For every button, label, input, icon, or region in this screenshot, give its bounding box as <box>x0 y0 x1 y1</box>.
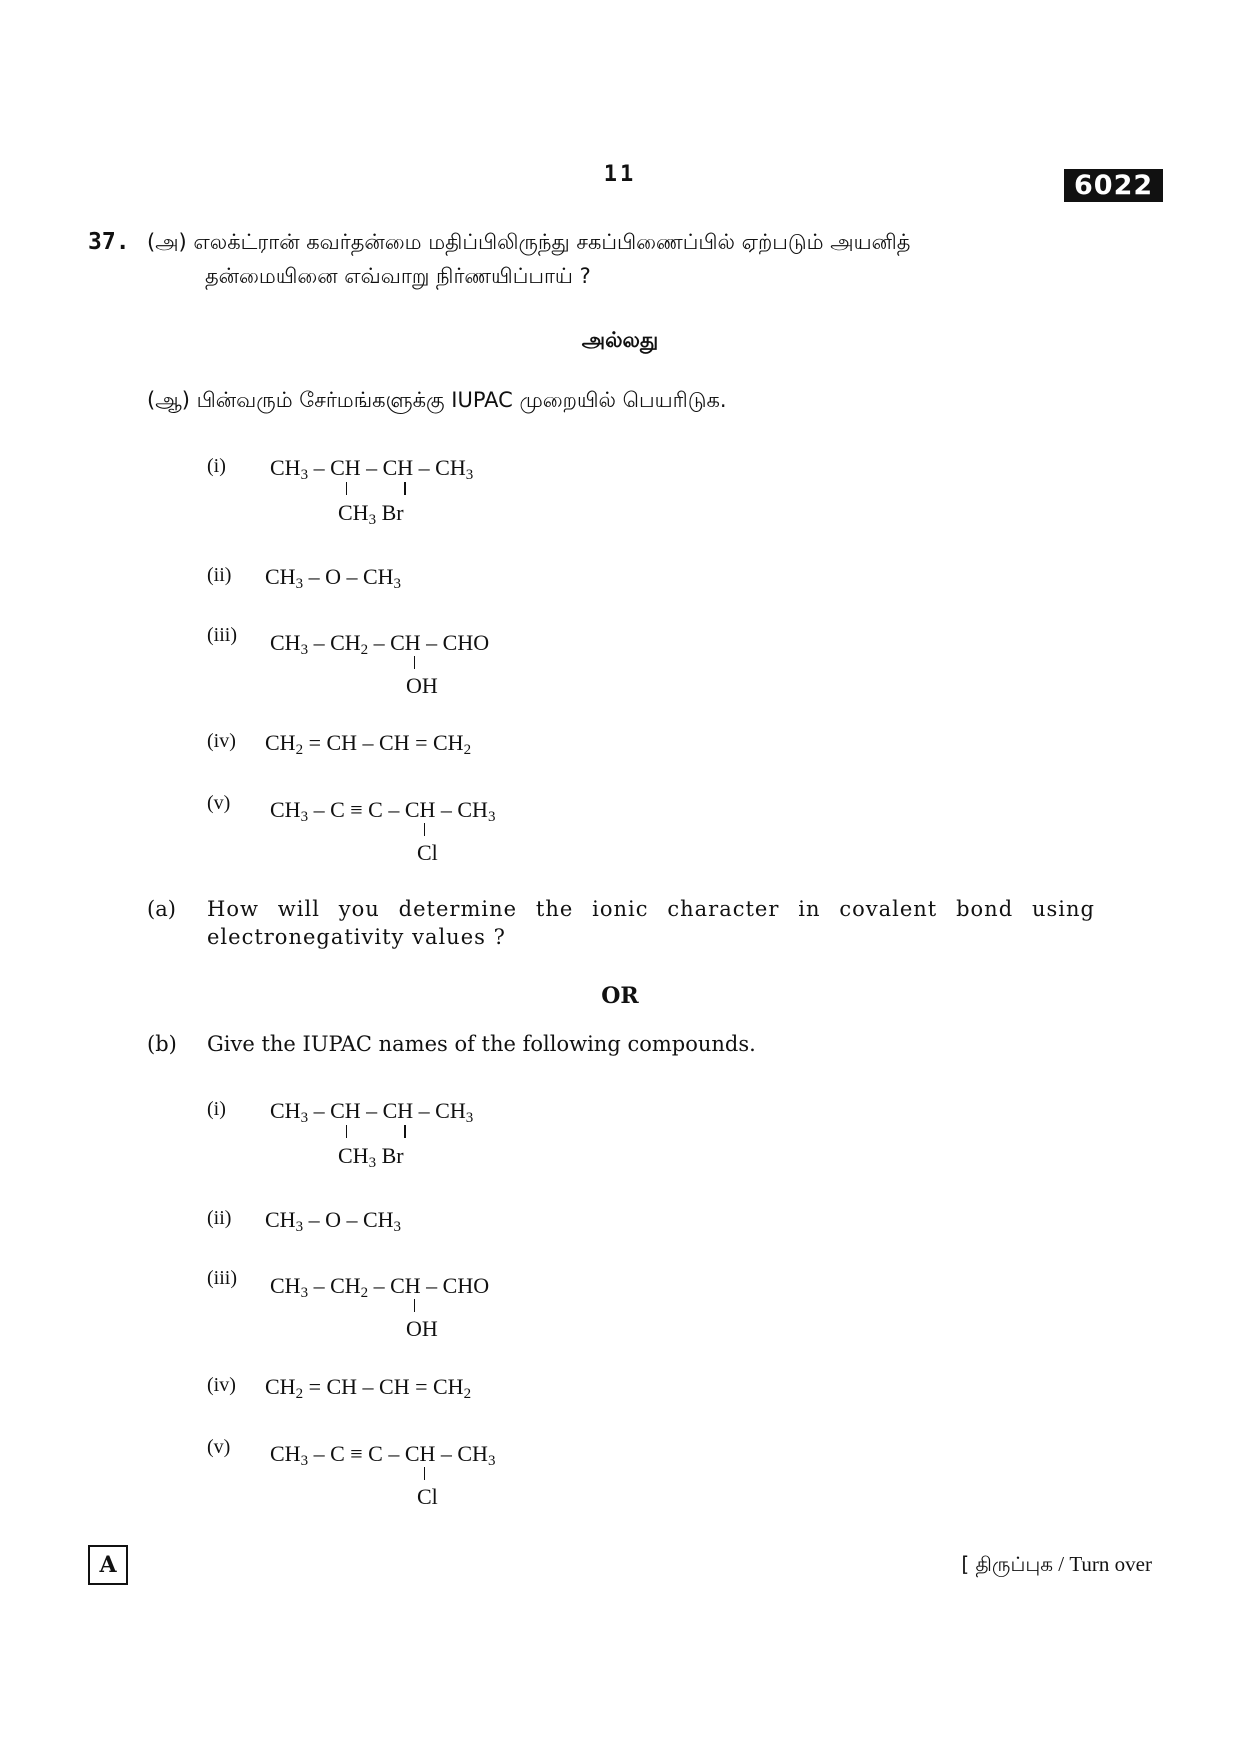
tamil-option-a-line1 <box>147 230 910 257</box>
english-option-b-text: Give the IUPAC names of the following compounds. <box>207 1032 756 1056</box>
compound-label-iii: (iii) <box>207 1267 237 1289</box>
compound-v-substituents: Cl <box>417 1484 438 1509</box>
english-option-a-line2: electronegativity values ? <box>207 925 506 949</box>
page-number: 11 <box>603 162 637 187</box>
compound-iv-main: $CH_2$ = CH – CH = $CH_2$ <box>265 1374 472 1402</box>
bond-line <box>404 482 406 495</box>
compound-label-v: (v) <box>207 1436 231 1458</box>
turn-over-separator: / <box>1053 1552 1070 1576</box>
compound-label-i: (i) <box>207 455 226 477</box>
paper-code-badge: 6022 <box>1064 169 1163 202</box>
compound-label-v: (v) <box>207 792 231 814</box>
bond-line <box>424 823 425 836</box>
compound-v-main: $CH_3 - C \equiv C$ – CH – $CH_3$ <box>270 1441 496 1469</box>
bond-line <box>346 482 347 495</box>
tamil-option-b <box>147 388 727 415</box>
english-or-divider: OR <box>601 983 639 1009</box>
bond-line <box>414 1299 415 1312</box>
turn-over-english: Turn over <box>1069 1552 1152 1576</box>
question-number: 37. <box>88 229 130 255</box>
bond-line <box>414 656 415 669</box>
bond-line <box>424 1467 425 1480</box>
compound-v-substituents: Cl <box>417 840 438 865</box>
compound-iii-main: $CH_3 - CH_2$ – CH – CHO <box>270 1273 490 1301</box>
tamil-or-divider: அல்லது <box>581 328 659 352</box>
tamil-option-b-text: பின்வரும் சேர்மங்களுக்கு IUPAC முறையில் பெயரிடுக. <box>196 388 727 412</box>
turn-over-note <box>961 1552 1152 1579</box>
compound-v-main: $CH_3 - C \equiv C$ – CH – $CH_3$ <box>270 797 496 825</box>
tamil-option-a-line2: தன்மையினை எவ்வாறு நிர்ணயிப்பாய் ? <box>205 264 591 288</box>
compound-label-ii: (ii) <box>207 564 232 586</box>
compound-iii-substituents: OH <box>406 673 438 698</box>
compound-label-iv: (iv) <box>207 730 236 752</box>
compound-ii-main: $CH_3$ – O – $CH_3$ <box>265 564 402 592</box>
tamil-option-a-text: எலக்ட்ரான் கவர்தன்மை மதிப்பிலிருந்து சகப்பிணைப்பில் ஏற்படும் அயனித் <box>193 230 911 254</box>
english-option-a-line1: How will you determine the ionic character in covalent bond using <box>207 897 1095 921</box>
compound-iii-substituents: OH <box>406 1316 438 1341</box>
tamil-option-b-label: (ஆ) <box>147 388 190 412</box>
compound-i-substituents: $CH_3$ Br <box>338 1143 404 1171</box>
english-option-b-label: (b) <box>147 1032 177 1056</box>
compound-i-main: $CH_3$ – CH – CH – $CH_3$ <box>270 1098 474 1126</box>
bond-line <box>404 1125 406 1138</box>
turn-over-tamil: [ திருப்புக <box>961 1552 1053 1576</box>
compound-iii-main: $CH_3 - CH_2$ – CH – CHO <box>270 630 490 658</box>
compound-label-i: (i) <box>207 1098 226 1120</box>
english-option-a-label: (a) <box>147 897 176 921</box>
compound-iv-main: $CH_2$ = CH – CH = $CH_2$ <box>265 730 472 758</box>
compound-i-main: $CH_3$ – CH – CH – $CH_3$ <box>270 455 474 483</box>
compound-label-iii: (iii) <box>207 624 237 646</box>
tamil-option-a-label: (அ) <box>147 230 187 254</box>
compound-label-ii: (ii) <box>207 1207 232 1229</box>
compound-i-substituents: $CH_3$ Br <box>338 500 404 528</box>
compound-ii-main: $CH_3$ – O – $CH_3$ <box>265 1207 402 1235</box>
compound-label-iv: (iv) <box>207 1374 236 1396</box>
bond-line <box>346 1125 347 1138</box>
set-code-box: A <box>88 1545 128 1585</box>
